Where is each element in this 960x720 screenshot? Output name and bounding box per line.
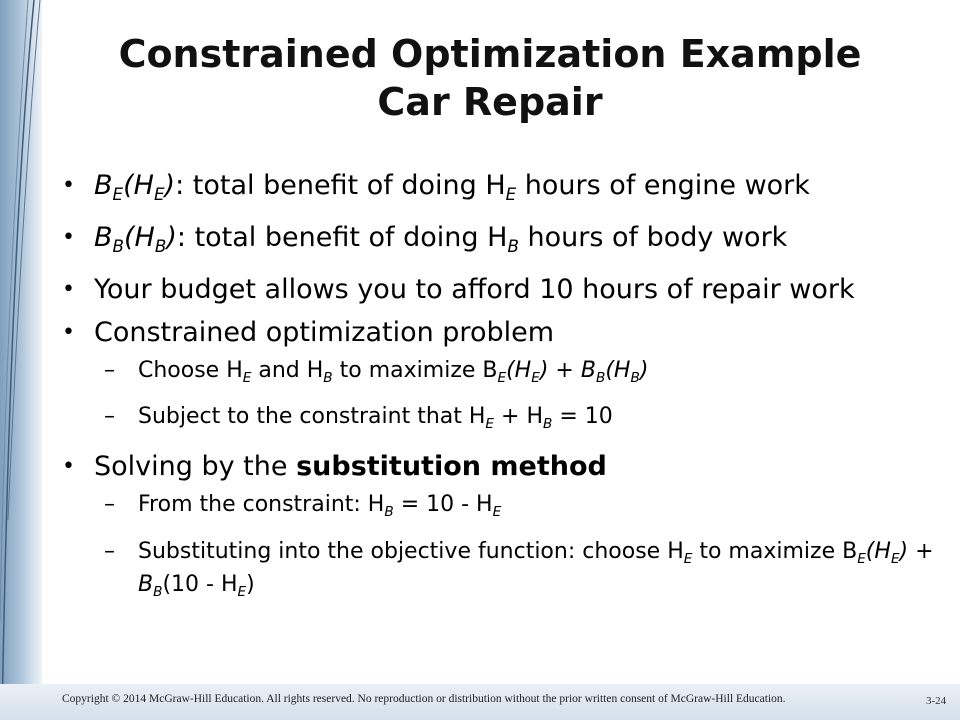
dash-marker: – [104, 538, 115, 564]
bullet-marker: • [62, 173, 75, 198]
slide-content [60, 170, 940, 619]
bullet-substitution-method: • Solving by the substitution method [62, 451, 607, 483]
dash-marker: – [104, 357, 115, 383]
decorative-left-band [0, 0, 42, 720]
bullet-engine-benefit: • $B_E(H_E)$: total benefit of doing $H_E$ hours of engine work [62, 170, 810, 204]
dash-marker: – [104, 404, 115, 430]
bullet-marker: • [62, 319, 75, 345]
title-line-1: Constrained Optimization Example [118, 32, 862, 76]
bullet-body-benefit: • $B_B(H_B)$: total benefit of doing $H_B$ hours of body work [62, 221, 788, 256]
subbullet-substituting: – Substituting into the objective function: choose $H_E$ to maximize $B_E(H_E) + B_B(10 - H_E)$ [104, 538, 934, 600]
bullet-marker: • [62, 224, 75, 250]
decorative-swoosh-lines [0, 0, 42, 720]
bullet-constrained-problem: • Constrained optimization problem [62, 316, 555, 348]
subbullet-choose: – Choose $H_E$ and $H_B$ to maximize $B_E(H_E) + B_B(H_B)$ [104, 357, 649, 386]
dash-marker: – [104, 492, 115, 518]
copyright-footer: Copyright © 2014 McGraw-Hill Education. All rights reserved. No reproduction or distribution without the prior written consent of McGraw-Hill Education. [62, 693, 786, 705]
subbullet-from-constraint: – From the constraint: $H_B = 10 - H_E$ [104, 492, 502, 520]
page-number: 3-24 [926, 695, 947, 707]
slide-title [60, 30, 920, 126]
bullet-marker: • [62, 276, 75, 302]
subbullet-constraint: – Subject to the constraint that $H_E + H_B = 10$ [104, 404, 613, 433]
bullet-budget: • Your budget allows you to afford 10 hours of repair work [62, 273, 855, 305]
title-line-2: Car Repair [377, 80, 603, 124]
bullet-marker: • [62, 454, 75, 480]
